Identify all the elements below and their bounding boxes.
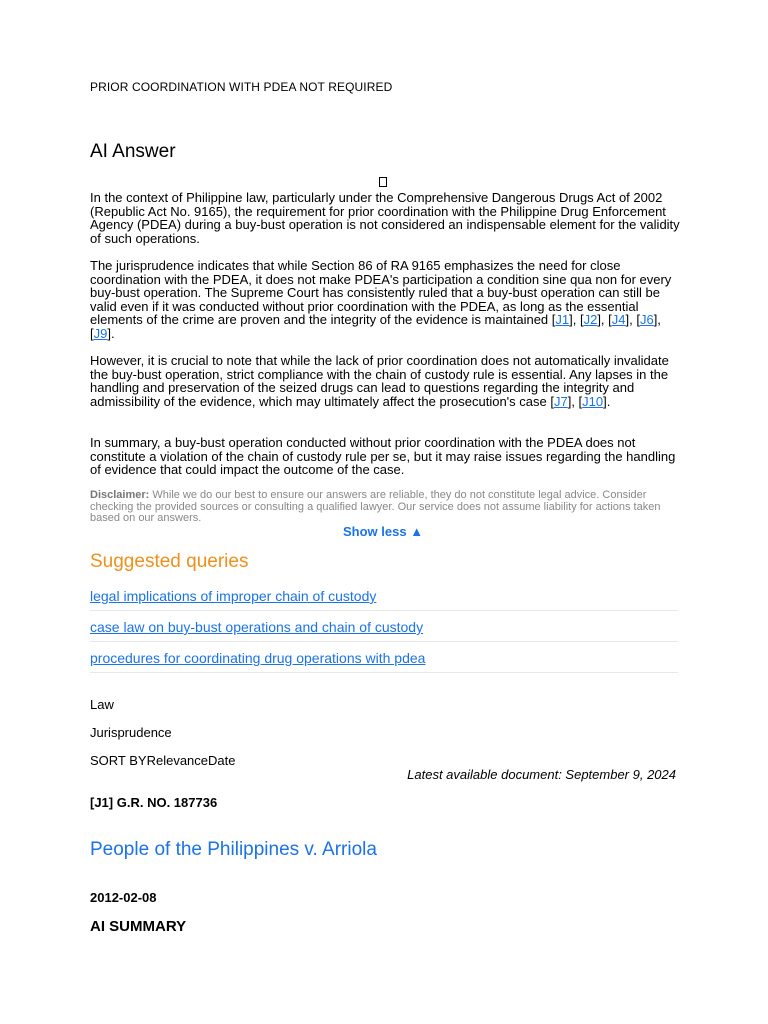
disclaimer (90, 490, 680, 525)
disclaimer-text: While we do our best to ensure our answers are reliable, they do not constitute legal advice. Consider checking the provided sources or consulting a qualified lawyer. Our service does not assume liability for actions taken based on our answers. (90, 489, 661, 524)
answer-paragraph-2: The jurisprudence indicates that while Section 86 of RA 9165 emphasizes the need for close coordination with the PDEA, it does not make PDEA's participation a condition sine qua non for every buy-bust operation. The Supreme Court has consistently ruled that a buy-bust operation can still be valid even if it was conducted without prior coordination with the PDEA, as long as the essential elements of the crime are proven and the integrity of the evidence is maintained [J1], [J2], [J4], [J6], [J9]. (90, 258, 672, 341)
answer-paragraph-2-text: The jurisprudence indicates that while Section 86 of RA 9165 emphasizes the need for close coordination with the PDEA, it does not make PDEA's participation a condition sine qua non for every buy-bust operation. The Supreme Court has consistently ruled that a buy-bust operation can still be valid even if it was conducted without prior coordination with the PDEA, as long as the essential elements of the crime are proven and the integrity of the evidence is maintained (90, 258, 672, 327)
citation-link-j7[interactable]: J7 (553, 393, 568, 409)
ai-summary-label: AI SUMMARY (90, 918, 187, 935)
citation-link-j9[interactable]: J9 (93, 325, 108, 341)
answer-paragraph-4: In summary, a buy-bust operation conducted without prior coordination with the PDEA does not constitute a violation of the chain of custody rule per se, but it may raise issues regarding the handling of evidence that could impact the outcome of the case. (90, 435, 676, 477)
filter-law[interactable]: Law (90, 697, 114, 712)
citation-link-j1[interactable]: J1 (555, 312, 570, 327)
suggested-query-item (90, 619, 678, 642)
suggested-query-item (90, 588, 678, 611)
suggested-queries-heading: Suggested queries (90, 551, 249, 572)
citation-link-j4[interactable]: J4 (611, 312, 626, 327)
copy-icon[interactable] (379, 177, 387, 187)
citation-link-j10[interactable]: J10 (582, 393, 604, 409)
result-case-id: [J1] G.R. NO. 187736 (90, 795, 218, 810)
ai-answer-heading: AI Answer (90, 141, 176, 162)
query-title: PRIOR COORDINATION WITH PDEA NOT REQUIRED (90, 80, 393, 94)
latest-document-note: Latest available document: September 9, 2024 (407, 767, 676, 782)
suggested-query-item (90, 650, 678, 673)
suggested-query-link[interactable]: case law on buy-bust operations and chain of custody (90, 619, 424, 635)
suggested-query-link[interactable]: procedures for coordinating drug operations with pdea (90, 650, 426, 666)
suggested-query-link[interactable]: legal implications of improper chain of custody (90, 588, 377, 604)
sort-by-control[interactable]: SORT BYRelevanceDate (90, 753, 236, 768)
answer-paragraph-3: However, it is crucial to note that while the lack of prior coordination does not automatically invalidate the buy-bust operation, strict compliance with the chain of custody rule is essential. Any lapses in the handling and preservation of the seized drugs can lead to questions regarding the integrity and admissibility of the evidence, which may ultimately affect the prosecution's case [J7], [J10]. (90, 353, 669, 409)
result-case-date: 2012-02-08 (90, 890, 157, 905)
disclaimer-label: Disclaimer: (90, 489, 150, 501)
answer-paragraph-1: In the context of Philippine law, particularly under the Comprehensive Dangerous Drugs Act of 2002 (Republic Act No. 9165), the requirement for prior coordination with the Philippine Drug Enforcement Agency (PDEA) during a buy-bust operation is not considered an indispensable element for the validity of such operations. (90, 190, 680, 246)
show-less-button[interactable]: Show less ▲ (343, 524, 424, 539)
filter-jurisprudence[interactable]: Jurisprudence (90, 725, 172, 740)
citation-link-j6[interactable]: J6 (639, 312, 654, 327)
result-case-title-link[interactable]: People of the Philippines v. Arriola (90, 839, 377, 860)
citation-link-j2[interactable]: J2 (583, 312, 598, 327)
answer-paragraph-3-text: However, it is crucial to note that while the lack of prior coordination does not automatically invalidate the buy-bust operation, strict compliance with the chain of custody rule is essential. Any lapses in the handling and preservation of the seized drugs can lead to questions regarding the integrity and admissibility of the evidence, which may ultimately affect the prosecution's case (90, 353, 669, 409)
